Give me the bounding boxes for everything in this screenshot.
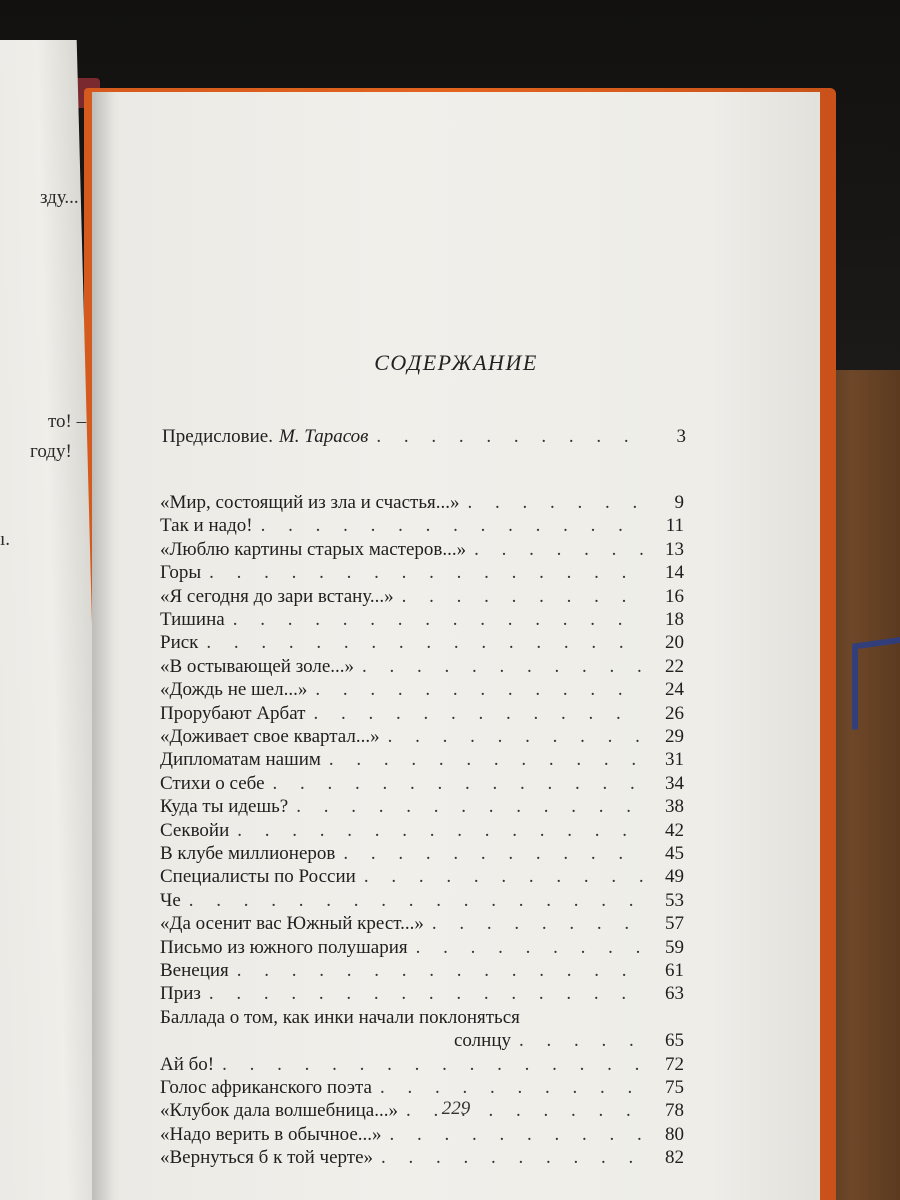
toc-entry-page: 42 <box>665 820 684 841</box>
toc-preface-page: 3 <box>676 426 686 447</box>
toc-entry[interactable] <box>160 1007 684 1029</box>
toc-entry-title: Голос африканского поэта <box>160 1077 372 1098</box>
toc-entry-page: 72 <box>665 1054 684 1075</box>
toc-entry-title: Письмо из южного полушария <box>160 937 408 958</box>
toc-leader-dots <box>307 679 644 701</box>
toc-entry[interactable] <box>160 726 684 748</box>
toc-entry-title: Че <box>160 890 181 911</box>
left-page-fragment: ı. <box>0 529 11 550</box>
toc-entry[interactable] <box>160 609 684 631</box>
toc-entry[interactable] <box>160 586 684 608</box>
table-marking <box>852 636 900 730</box>
toc-entry[interactable] <box>160 539 684 561</box>
toc-leader-dots <box>265 773 644 795</box>
toc-entry-title: Специалисты по России <box>160 866 356 887</box>
toc-entry-title: «Надо верить в обычное...» <box>160 1124 382 1145</box>
toc-leader-dots <box>201 562 644 584</box>
toc-entry-title: солнцу <box>454 1030 511 1051</box>
toc-entry-page: 14 <box>665 562 684 583</box>
toc-preface-title: Предисловие. <box>162 426 273 447</box>
toc-leader-dots <box>214 1054 644 1076</box>
page-number: 229 <box>441 1098 471 1119</box>
toc-leader-dots <box>380 726 644 748</box>
toc-entry[interactable] <box>160 632 684 654</box>
toc-entry-title: Приз <box>160 983 201 1004</box>
toc-entry-title: «В остывающей золе...» <box>160 656 355 677</box>
toc-entry[interactable] <box>160 703 684 725</box>
toc-entry-title: «Вернуться б к той черте» <box>160 1147 374 1168</box>
toc-leader-dots <box>368 426 646 448</box>
toc-leader-dots <box>460 492 645 514</box>
toc-entry[interactable] <box>160 843 684 865</box>
toc-entry[interactable] <box>160 960 684 982</box>
toc-entry-page: 26 <box>665 703 684 724</box>
left-page-fragment: году! <box>30 441 72 462</box>
toc-entry[interactable] <box>160 983 684 1005</box>
toc-leader-dots <box>198 632 644 654</box>
toc-entry-page: 31 <box>665 749 684 770</box>
toc-entry-title: Стихи о себе <box>160 773 265 794</box>
toc-entry[interactable] <box>160 749 684 771</box>
toc-entry-title: Горы <box>160 562 202 583</box>
toc-leader-dots <box>229 960 644 982</box>
toc-entry-title: Дипломатам нашим <box>160 749 321 770</box>
toc-leader-dots <box>201 983 644 1005</box>
toc-entry[interactable] <box>160 656 684 678</box>
toc-entry-page: 65 <box>665 1030 684 1051</box>
toc-entry[interactable] <box>160 820 684 842</box>
toc-entry[interactable] <box>160 1124 684 1146</box>
toc-leader-dots <box>229 820 644 842</box>
toc-entry-page: 75 <box>665 1077 684 1098</box>
toc-entry-page: 18 <box>665 609 684 630</box>
toc-leader-dots <box>253 515 644 537</box>
toc-entry-title: Тишина <box>160 609 225 630</box>
toc-entry-title: Ай бо! <box>160 1054 215 1075</box>
toc-entry-page: 45 <box>665 843 684 864</box>
toc-entry[interactable] <box>160 1077 684 1099</box>
toc-entry-title: «Дождь не шел...» <box>160 679 308 700</box>
toc-leader-dots <box>356 866 644 888</box>
toc-entry-page: 80 <box>665 1124 684 1145</box>
toc-entry[interactable] <box>160 515 684 537</box>
toc-entry-page: 9 <box>674 492 684 513</box>
toc-entry-page: 53 <box>665 890 684 911</box>
toc-entry-page: 38 <box>665 796 684 817</box>
toc-entry-title: В клубе миллионеров <box>160 843 336 864</box>
toc-entry[interactable] <box>160 1147 684 1169</box>
toc-entry[interactable] <box>160 679 684 701</box>
toc-leader-dots <box>288 796 644 818</box>
toc-entry-page: 24 <box>665 679 684 700</box>
toc-leader-dots <box>408 937 644 959</box>
toc-entry[interactable] <box>160 796 684 818</box>
toc-entry-page: 16 <box>665 586 684 607</box>
toc-entry-page: 59 <box>665 937 684 958</box>
toc-entry-page: 29 <box>665 726 684 747</box>
toc-leader-dots <box>335 843 644 865</box>
toc-entry-page: 82 <box>665 1147 684 1168</box>
toc-entry[interactable] <box>160 562 684 584</box>
toc-entry-title: «Люблю картины старых мастеров...» <box>160 539 467 560</box>
toc-entry-page: 57 <box>665 913 684 934</box>
toc-entry[interactable] <box>160 890 684 912</box>
toc-leader-dots <box>181 890 644 912</box>
toc-entry[interactable] <box>160 913 684 935</box>
toc-entry-title: «Мир, состоящий из зла и счастья...» <box>160 492 460 513</box>
toc-preface-author: М. Тарасов <box>278 426 369 447</box>
toc-leader-dots <box>511 1030 644 1052</box>
toc-entry-page: 61 <box>665 960 684 981</box>
toc-entry[interactable] <box>160 1054 684 1076</box>
toc-leader-dots <box>394 586 644 608</box>
toc-preface-row[interactable] <box>162 426 686 448</box>
toc-leader-dots <box>225 609 644 631</box>
toc-leader-dots <box>354 656 644 678</box>
toc-entry-page: 20 <box>665 632 684 653</box>
toc-entry-title: Прорубают Арбат <box>160 703 306 724</box>
toc-entry[interactable] <box>160 492 684 514</box>
toc-entry[interactable] <box>160 866 684 888</box>
left-page-fragment: зду... <box>40 187 79 208</box>
toc-leader-dots <box>466 539 644 561</box>
toc-leader-dots <box>305 703 644 725</box>
toc-entry-page: 22 <box>665 656 684 677</box>
toc-entry-title: Венеция <box>160 960 229 981</box>
toc-leader-dots <box>321 749 644 771</box>
toc-leader-dots <box>372 1077 644 1099</box>
toc-entry-page: 63 <box>665 983 684 1004</box>
page-gutter-shadow <box>92 92 114 1200</box>
right-page <box>92 92 820 1200</box>
toc-entry-title: Так и надо! <box>160 515 253 536</box>
toc-entry-page: 78 <box>665 1100 684 1121</box>
toc-entry-title: «Доживает свое квартал...» <box>160 726 380 747</box>
toc-entry[interactable] <box>160 937 684 959</box>
toc-entry[interactable] <box>160 1030 684 1052</box>
toc-entry-page: 13 <box>665 539 684 560</box>
toc-leader-dots <box>382 1124 644 1146</box>
toc-entry[interactable] <box>160 773 684 795</box>
toc-entry-page: 34 <box>665 773 684 794</box>
toc-entry-title: «Да осенит вас Южный крест...» <box>160 913 424 934</box>
left-page-fragment: то! – <box>48 411 87 432</box>
toc-leader-dots <box>373 1147 644 1169</box>
toc-entry-title: Секвойи <box>160 820 230 841</box>
toc-entry-page: 11 <box>665 515 684 536</box>
toc-heading: СОДЕРЖАНИЕ <box>374 350 538 375</box>
toc-entry-title: Баллада о том, как инки начали поклоняться <box>160 1007 520 1028</box>
toc-entry-title: «Клубок дала волшебница...» <box>160 1100 398 1121</box>
toc-entry-title: Куда ты идешь? <box>160 796 289 817</box>
toc-entry-title: «Я сегодня до зари встану...» <box>160 586 394 607</box>
toc-leader-dots <box>424 913 644 935</box>
toc-entry-title: Риск <box>160 632 199 653</box>
toc-entry-page: 49 <box>665 866 684 887</box>
